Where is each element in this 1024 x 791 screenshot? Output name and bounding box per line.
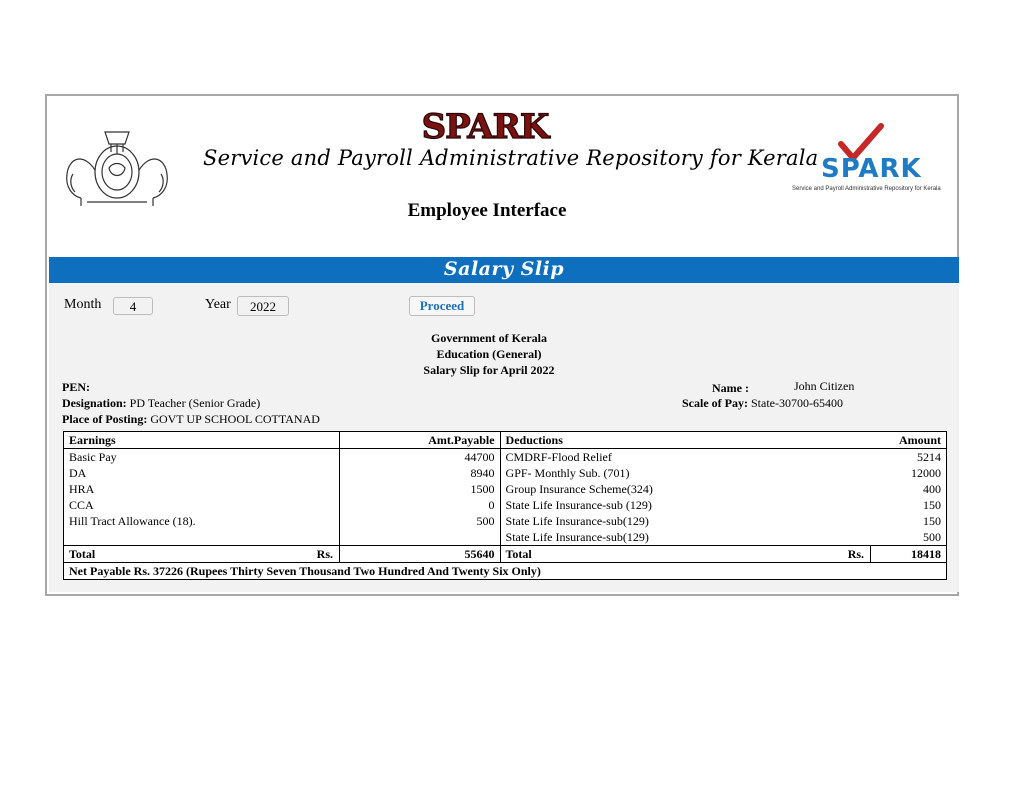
- name-label: Name :: [712, 381, 749, 395]
- month-label: Month: [64, 297, 102, 312]
- designation-label: Designation:: [62, 396, 127, 410]
- net-payable-text: Net Payable Rs. 37226 (Rupees Thirty Seven Thousand Two Hundred And Twenty Six Only): [64, 563, 947, 580]
- slip-header-department: Education (General): [436, 347, 542, 361]
- scale-value: State-30700-65400: [750, 396, 843, 410]
- spark-logo-icon: [421, 104, 549, 147]
- posting-row: [62, 412, 320, 427]
- kerala-emblem-icon: [59, 122, 175, 208]
- table-row: DA 8940 GPF- Monthly Sub. (701) 12000: [69, 466, 941, 480]
- spark-logo-text: SPARK: [421, 107, 549, 147]
- amount-header: Amount: [898, 433, 941, 447]
- posting-value: GOVT UP SCHOOL COTTANAD: [150, 412, 320, 426]
- deductions-total-label: Total Rs.: [500, 546, 871, 563]
- salary-slip-banner-title: Salary Slip: [443, 258, 565, 280]
- earnings-header: Earnings: [69, 433, 116, 447]
- spark-brand-text: SPARK: [821, 154, 922, 184]
- spark-brand-caption: Service and Payroll Administrative Repository for Kerala: [792, 186, 941, 192]
- employee-interface-heading: Employee Interface: [407, 200, 567, 221]
- proceed-button[interactable]: Proceed: [409, 296, 475, 316]
- deductions-total-value: 18418: [871, 546, 947, 563]
- salary-slip-window: [45, 94, 959, 596]
- pen-label: PEN:: [62, 380, 90, 394]
- table-row: Hill Tract Allowance (18). 500 State Life Insurance-sub(129) 150: [69, 514, 941, 528]
- salary-slip-banner: [49, 257, 959, 283]
- earnings-total-label: Total Rs.: [64, 546, 340, 563]
- name-value: John Citizen: [794, 379, 855, 393]
- amt-payable-header: Amt.Payable: [340, 432, 501, 449]
- table-row: HRA 1500 Group Insurance Scheme(324) 400: [69, 482, 941, 496]
- designation-value: PD Teacher (Senior Grade): [129, 396, 261, 410]
- table-row: Basic Pay 44700 CMDRF-Flood Relief 5214: [64, 449, 947, 466]
- table-total-row: [64, 546, 947, 563]
- posting-label: Place of Posting:: [62, 412, 148, 426]
- table-row: CCA 0 State Life Insurance-sub (129) 150: [69, 498, 941, 512]
- slip-header-government: Government of Kerala: [431, 331, 547, 345]
- year-label: Year: [205, 297, 231, 312]
- month-input[interactable]: 4: [113, 297, 153, 315]
- page-title: Service and Payroll Administrative Repository for Kerala: [203, 146, 819, 170]
- salary-slip-content: [49, 283, 959, 592]
- designation-row: [62, 396, 260, 411]
- salary-table: [63, 431, 947, 580]
- table-header-row: [64, 432, 947, 449]
- page-header: [47, 96, 957, 256]
- slip-header-title: Salary Slip for April 2022: [423, 363, 555, 377]
- net-payable-row: [64, 563, 947, 580]
- table-row: State Life Insurance-sub(129) 500: [64, 529, 947, 546]
- scale-label: Scale of Pay:: [682, 396, 748, 410]
- deductions-header: Deductions: [500, 432, 871, 449]
- year-input[interactable]: 2022: [237, 296, 289, 316]
- earnings-total-value: 55640: [340, 546, 501, 563]
- scale-row: [682, 396, 843, 411]
